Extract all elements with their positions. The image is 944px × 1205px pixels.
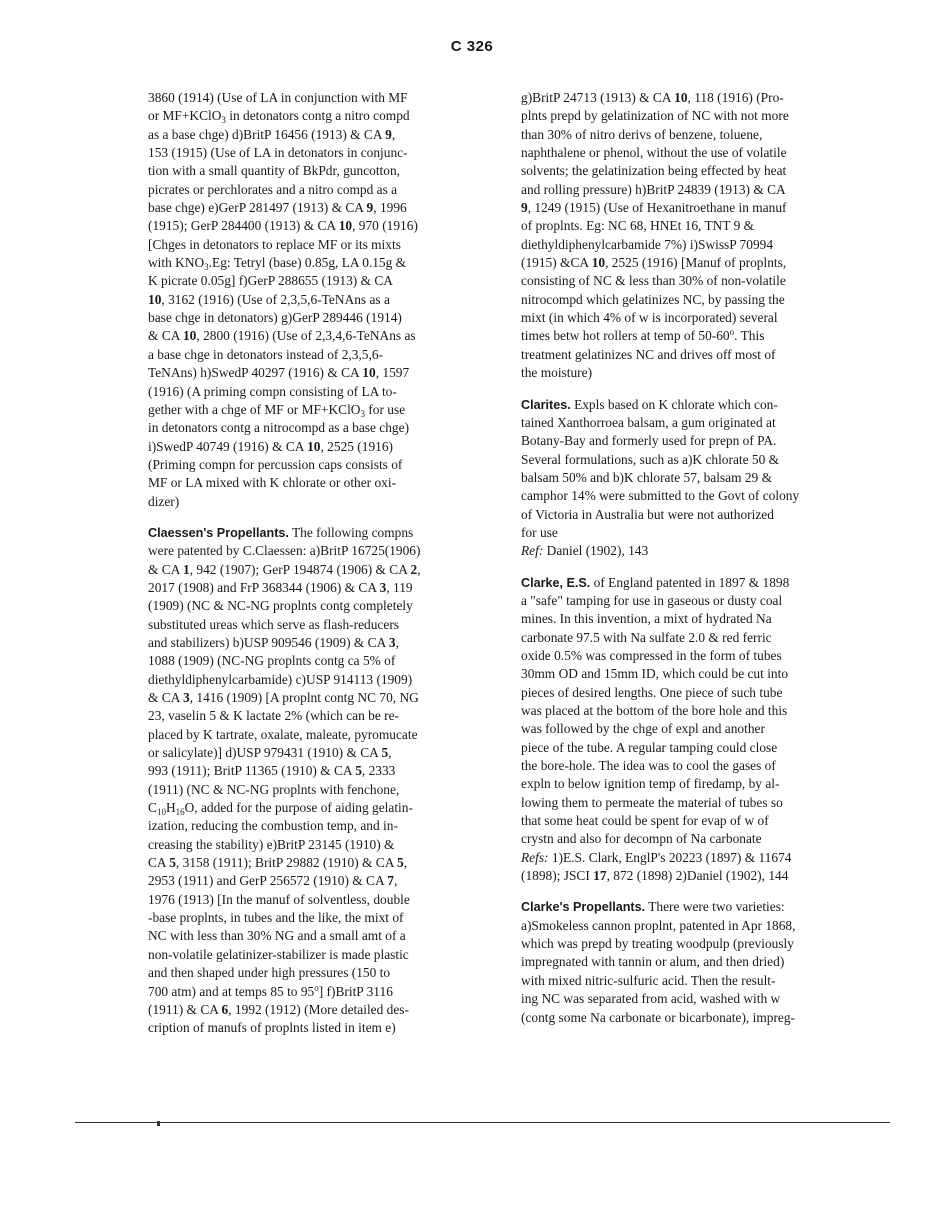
text-line: 3860 (1914) (Use of LA in conjunction with MF <box>148 90 408 105</box>
text-line: and stabilizers) b)USP 909546 (1909) & CA 3, <box>148 634 399 650</box>
text-line: creasing the stability) e)BritP 23145 (1910) & <box>148 836 395 852</box>
text-line: TeNAns) h)SwedP 40297 (1916) & CA 10, 1597 <box>148 365 410 381</box>
text-line: & CA 3, 1416 (1909) [A proplnt contg NC 70, NG <box>148 690 419 705</box>
text-line: and rolling pressure) h)BritP 24839 (1913) & CA <box>521 181 786 197</box>
text-line: 993 (1911); BritP 11365 (1910) & CA 5, 2333 <box>148 763 396 779</box>
text-line: cription of manufs of proplnts listed in item e) <box>148 1020 396 1036</box>
entry-runin-clarkes: There were two varieties: <box>648 899 785 915</box>
text-line: 30mm OD and 15mm ID, which could be cut into <box>521 666 789 682</box>
text-line: impregnated with tannin or alum, and then dried) <box>521 954 785 970</box>
text-line: (1911) (NC & NC-NG proplnts with fenchone, <box>148 781 400 797</box>
clarkes-propellants-entry <box>521 898 871 1026</box>
entry-heading-clarke: Clarke, E.S. <box>521 575 591 590</box>
text-line: than 30% of nitro derivs of benzene, toluene, <box>521 126 763 142</box>
text-line: a base chge in detonators instead of 2,3,5,6- <box>148 346 384 362</box>
text-line: & CA 10, 2800 (1916) (Use of 2,3,4,6-TeNAns as <box>148 328 416 344</box>
entry-runin-clarites: Expls based on K chlorate which con- <box>574 396 778 412</box>
text-line: balsam 50% and b)K chlorate 57, balsam 29 & <box>521 469 773 485</box>
claessen-propellants-entry <box>148 524 498 1038</box>
text-line: gether with a chge of MF or MF+KClO$_3$ for use <box>148 401 406 419</box>
text-line: for use <box>521 524 558 540</box>
entry-heading-claessen: Claessen's Propellants. <box>148 525 289 540</box>
text-line: tained Xanthorroea balsam, a gum originated at <box>521 414 776 430</box>
text-line: placed by K tartrate, oxalate, maleate, pyromucate <box>148 726 418 742</box>
text-line: substituted ureas which serve as flash-reducers <box>148 616 399 632</box>
text-line: naphthalene or phenol, without the use of volatile <box>521 145 787 161</box>
footer-tick-mark <box>157 1121 160 1126</box>
clarites-body <box>521 414 871 561</box>
text-line: mines. In this invention, a mixt of hydrated Na <box>521 611 772 627</box>
text-line: consisting of NC & less than 30% of non-volatile <box>521 273 786 289</box>
text-line: crystn and also for decompn of Na carbonate <box>521 831 762 847</box>
text-line: Ref: Daniel (1902), 143 <box>521 543 649 559</box>
text-line: camphor 14% were submitted to the Govt of colony <box>521 488 800 504</box>
text-line: [Chges in detonators to replace MF or its mixts <box>148 236 401 252</box>
text-line: solvents; the gelatinization being effected by heat <box>521 163 787 179</box>
text-line: and then shaped under high pressures (150 to <box>148 965 391 981</box>
text-line: base chge in detonators) g)GerP 289446 (1914) <box>148 310 402 326</box>
text-line: nitrocompd which gelatinizes NC, by passing the <box>521 291 785 307</box>
text-line: 9, 1249 (1915) (Use of Hexanitroethane in manuf <box>521 200 787 216</box>
text-line: the bore-hole. The idea was to cool the gases of <box>521 758 776 774</box>
text-line: MF or LA mixed with K chlorate or other oxi- <box>148 475 397 491</box>
text-line: (1915); GerP 284400 (1913) & CA 10, 970 (1916) <box>148 218 418 234</box>
page-number: C 326 <box>450 38 494 55</box>
claessen-body <box>148 542 498 1037</box>
text-line: ization, reducing the combustion temp, and in- <box>148 818 398 834</box>
text-line: (Priming compn for percussion caps consists of <box>148 456 403 472</box>
entry-runin-clarke: of England patented in 1897 & 1898 <box>593 574 790 590</box>
clarites-entry <box>521 396 871 561</box>
text-line: tion with a small quantity of BkPdr, guncotton, <box>148 163 401 179</box>
text-line: & CA 1, 942 (1907); GerP 194874 (1906) & CA 2, <box>148 561 421 577</box>
text-line: 1976 (1913) [In the manuf of solventless, double <box>148 891 410 907</box>
text-line: or MF+KClO$_3$ in detonators contg a nitro compd <box>148 108 410 126</box>
text-line: the moisture) <box>521 365 593 381</box>
text-line: of proplnts. Eg: NC 68, HNEt 16, TNT 9 & <box>521 218 755 234</box>
clarke-es-entry <box>521 574 871 886</box>
text-line: which was prepd by treating woodpulp (previously <box>521 936 794 952</box>
text-line: 10, 3162 (1916) (Use of 2,3,5,6-TeNAns as a <box>148 291 390 307</box>
text-line: were patented by C.Claessen: a)BritP 16725(1906) <box>148 543 421 559</box>
text-line: 2953 (1911) and GerP 256572 (1910) & CA 7, <box>148 873 398 889</box>
text-line: (1898); JSCI 17, 872 (1898) 2)Daniel (1902), 144 <box>521 868 789 884</box>
text-line: (1916) (A priming compn consisting of LA to- <box>148 383 397 399</box>
propellant-patents-paragraph <box>521 89 871 383</box>
text-line: a "safe" tamping for use in gaseous or dusty coal <box>521 592 783 608</box>
text-line: picrates or perchlorates and a nitro compd as a <box>148 181 398 197</box>
text-line: Several formulations, such as a)K chlorate 50 & <box>521 451 780 467</box>
text-line: NC with less than 30% NG and a small amt of a <box>148 928 406 944</box>
clarke-body <box>521 592 871 886</box>
text-line: CA 5, 3158 (1911); BritP 29882 (1910) & CA 5, <box>148 855 408 871</box>
text-line: expln to below ignition temp of firedamp, by al- <box>521 776 780 792</box>
text-line: 1088 (1909) (NC-NG proplnts contg ca 5% of <box>148 653 396 669</box>
text-line: with mixed nitric-sulfuric acid. Then the result- <box>521 972 776 988</box>
text-line: was followed by the chge of expl and another <box>521 721 765 737</box>
entry-runin-claessen: The following compns <box>292 524 414 540</box>
text-line: i)SwedP 40749 (1916) & CA 10, 2525 (1916) <box>148 438 394 454</box>
text-line: dizer) <box>148 493 180 509</box>
text-line: mixt (in which 4% of w is incorporated) several <box>521 310 778 326</box>
text-line: treatment gelatinizes NC and drives off most of <box>521 346 776 362</box>
text-line: g)BritP 24713 (1913) & CA 10, 118 (1916) (Pro- <box>521 90 784 105</box>
footer-rule <box>75 1122 890 1123</box>
text-line: oxide 0.5% was compressed in the form of tubes <box>521 647 782 663</box>
text-line: a)Smokeless cannon proplnt, patented in Apr 1868, <box>521 917 796 933</box>
text-line: $C_{10}H_{16}O$, added for the purpose of aiding gelatin- <box>148 800 413 818</box>
left-column <box>148 89 498 1038</box>
text-line: times betw hot rollers at temp of 50-60$^o$. This <box>521 327 765 344</box>
text-line: 153 (1915) (Use of LA in detonators in conjunc- <box>148 145 408 161</box>
text-line: plnts prepd by gelatinization of NC with not more <box>521 108 789 124</box>
text-line: 700 atm) and at temps 85 to 95$^o$] f)BritP 3116 <box>148 982 393 999</box>
text-line: K picrate 0.05g] f)GerP 288655 (1913) & CA <box>148 273 393 289</box>
text-line: diethyldiphenylcarbamide 7%) i)SwissP 70994 <box>521 236 774 252</box>
text-line: (contg some Na carbonate or bicarbonate), impreg- <box>521 1009 796 1025</box>
right-column <box>521 89 871 1027</box>
text-line: of Victoria in Australia but were not authorized <box>521 506 774 522</box>
text-line: ing NC was separated from acid, washed with w <box>521 991 781 1007</box>
text-line: Refs: 1)E.S. Clark, EnglP's 20223 (1897) & 11674 <box>521 849 792 865</box>
text-line: (1909) (NC & NC-NG proplnts contg completely <box>148 598 413 614</box>
text-line: was placed at the bottom of the bore hole and this <box>521 703 788 718</box>
detonator-patents-paragraph <box>148 89 498 511</box>
entry-heading-clarkes: Clarke's Propellants. <box>521 900 646 915</box>
text-line: carbonate 97.5 with Na sulfate 2.0 & red ferric <box>521 629 772 645</box>
text-line: that some heat could be spent for evap of w of <box>521 813 769 829</box>
text-line: as a base chge) d)BritP 16456 (1913) & CA 9, <box>148 126 396 142</box>
text-line: non-volatile gelatinizer-stabilizer is made plastic <box>148 946 409 962</box>
text-line: piece of the tube. A regular tamping could close <box>521 739 778 755</box>
text-line: 23, vaselin 5 & K lactate 2% (which can be re- <box>148 708 399 724</box>
text-line: 2017 (1908) and FrP 368344 (1906) & CA 3, 119 <box>148 579 413 595</box>
text-line: or salicylate)] d)USP 979431 (1910) & CA 5, <box>148 745 392 761</box>
text-line: in detonators contg a nitrocompd as a base chge) <box>148 420 410 436</box>
text-line: with $KNO_3.Eg$: Tetryl (base) 0.85g, LA 0.15g & <box>148 255 407 273</box>
text-line: lowing them to permeate the material of tubes so <box>521 794 783 810</box>
text-line: diethyldiphenylcarbamide) c)USP 914113 (1909) <box>148 671 413 687</box>
clarkes-body <box>521 917 871 1027</box>
text-line: base chge) e)GerP 281497 (1913) & CA 9, 1996 <box>148 200 407 216</box>
text-line: (1915) &CA 10, 2525 (1916) [Manuf of proplnts, <box>521 255 787 271</box>
text-line: (1911) & CA 6, 1992 (1912) (More detailed des- <box>148 1001 409 1017</box>
text-line: pieces of desired lengths. One piece of such tube <box>521 684 783 700</box>
entry-heading-clarites: Clarites. <box>521 397 571 412</box>
text-line: Botany-Bay and formerly used for prepn of PA. <box>521 433 777 449</box>
text-line: -base proplnts, in tubes and the like, the mixt of <box>148 910 404 926</box>
